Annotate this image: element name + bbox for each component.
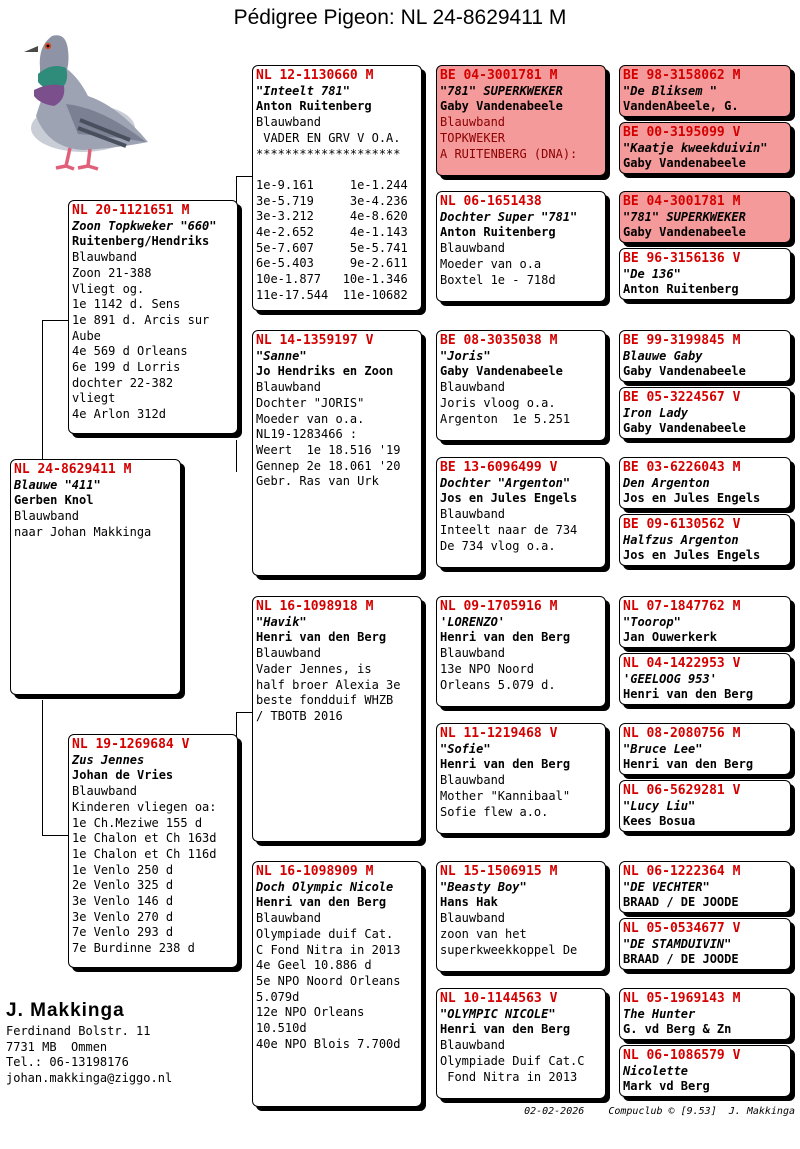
pigeon-color: Blauwband (256, 646, 322, 661)
pigeon-card-ss[interactable] (252, 65, 422, 311)
pigeon-notes: Moeder van o.a Boxtel 1e - 718d (440, 256, 556, 287)
pigeon-color: Blauwband (72, 250, 138, 265)
ring-number: NL 10-1144563 V (440, 991, 558, 1006)
pigeon-card-ssd[interactable] (436, 191, 606, 302)
ring-number: BE 00-3195099 V (623, 125, 741, 140)
ring-number: NL 06-1222364 M (623, 864, 741, 879)
pigeon-owner: Henri van den Berg (440, 757, 571, 772)
pigeon-color: Blauwband (440, 911, 506, 926)
pigeon-name: "Sofie" (440, 741, 491, 756)
pigeon-owner: Jan Ouwerkerk (623, 630, 717, 645)
pigeon-name: Halfzus Argenton (623, 532, 739, 547)
pigeon-card-g5-16[interactable] (619, 1045, 791, 1097)
pigeon-name: "Lucy Liu" (623, 798, 696, 813)
ring-number: NL 06-1651438 (440, 194, 542, 209)
pigeon-owner: Henri van den Berg (440, 630, 571, 645)
pigeon-owner: Jos en Jules Engels (623, 548, 761, 563)
pigeon-owner: BRAAD / DE JOODE (623, 952, 739, 967)
pigeon-name: "DE STAMDUIVIN" (623, 936, 732, 951)
pigeon-notes: Zoon 21-388 Vliegt og. 1e 1142 d. Sens 1e 891 d. Arcis sur Aube 4e 569 d Orleans 6e 199 d Lorris dochter 22-382 vliegt 4e Arlon 312d (72, 265, 210, 422)
pigeon-card-sss[interactable] (436, 65, 606, 176)
ring-number: BE 09-6130562 V (623, 517, 741, 532)
ring-number: NL 16-1098909 M (256, 864, 374, 879)
pigeon-owner: Gaby Vandenabeele (623, 225, 746, 240)
connector-line (42, 320, 71, 321)
pigeon-color: Blauwband (440, 773, 506, 788)
pigeon-notes: Dochter "JORIS" Moeder van o.a. NL19-1283466 : Weert 1e 18.516 '19 Gennep 2e 18.061 '20 Gebr. Ras van Urk (256, 395, 401, 489)
pigeon-name: "781" SUPERKWEKER (440, 83, 563, 98)
pigeon-owner: Jo Hendriks en Zoon (256, 364, 394, 379)
pigeon-name: Dochter "Argenton" (440, 475, 571, 490)
ring-number: BE 03-6226043 M (623, 460, 741, 475)
pigeon-card-dss[interactable] (436, 596, 606, 707)
pigeon-card-g5-15[interactable] (619, 988, 791, 1040)
breeder-info (6, 1000, 172, 1086)
pigeon-name: Zoon Topkweker "660" (72, 218, 217, 233)
pigeon-name: Zus Jennes (72, 752, 145, 767)
breeder-address: Ferdinand Bolstr. 11 7731 MB Ommen Tel.: 06-13198176 johan.makkinga@ziggo.nl (6, 1024, 173, 1085)
pigeon-card-g5-8[interactable] (619, 514, 791, 566)
pigeon-owner: BRAAD / DE JOODE (623, 895, 739, 910)
pigeon-card-g5-3[interactable] (619, 191, 791, 243)
pigeon-owner: Henri van den Berg (623, 757, 754, 772)
pigeon-name: "Kaatje kweekduivin" (623, 140, 768, 155)
pigeon-name: "DE VECHTER" (623, 879, 710, 894)
ring-number: BE 99-3199845 M (623, 333, 741, 348)
pigeon-card-g5-7[interactable] (619, 457, 791, 509)
pigeon-owner: Henri van den Berg (440, 1022, 571, 1037)
footer-credit: 02-02-2026 Compuclub © [9.53] J. Makkinga (524, 1106, 795, 1117)
pigeon-card-g5-12[interactable] (619, 780, 791, 832)
pigeon-notes: Vader Jennes, is half broer Alexia 3e beste fondduif WHZB / TBOTB 2016 (256, 661, 401, 723)
pigeon-name: "Inteelt 781" (256, 83, 350, 98)
pigeon-card-dam[interactable] (68, 734, 238, 968)
ring-number: NL 12-1130660 M (256, 68, 374, 83)
pigeon-notes: naar Johan Makkinga (14, 524, 152, 539)
ring-number: BE 04-3001781 M (623, 194, 741, 209)
ring-number: NL 09-1705916 M (440, 599, 558, 614)
pigeon-name: "Beasty Boy" (440, 879, 527, 894)
pigeon-illustration (8, 16, 153, 176)
pigeon-notes: Olympiade duif Cat. C Fond Nitra in 2013 4e Geel 10.886 d 5e NPO Noord Orleans 5.079d 12e NPO Orleans 10.510d 40e NPO Blois 7.700d (256, 926, 401, 1051)
pigeon-notes: Inteelt naar de 734 De 734 vlog o.a. (440, 522, 578, 553)
ring-number: NL 15-1506915 M (440, 864, 558, 879)
pigeon-owner: Gaby Vandenabeele (440, 364, 563, 379)
pigeon-color: Blauwband (256, 115, 322, 130)
pigeon-card-g5-9[interactable] (619, 596, 791, 648)
pigeon-color: Blauwband (440, 646, 506, 661)
ring-number: NL 05-0534677 V (623, 921, 741, 936)
pigeon-color: Blauwband (440, 507, 506, 522)
pigeon-card-dd[interactable] (252, 861, 422, 1107)
pigeon-card-g5-13[interactable] (619, 861, 791, 913)
pigeon-card-ds[interactable] (252, 596, 422, 842)
pigeon-card-dsd[interactable] (436, 723, 606, 834)
pigeon-name: "Havik" (256, 614, 307, 629)
ring-number: NL 06-1086579 V (623, 1048, 741, 1063)
pigeon-owner: Jos en Jules Engels (623, 491, 761, 506)
pigeon-owner: Henri van den Berg (623, 687, 754, 702)
pigeon-name: Blauwe Gaby (623, 348, 703, 363)
pigeon-owner: Anton Ruitenberg (256, 99, 372, 114)
pigeon-name: Blauwe "411" (14, 477, 101, 492)
pigeon-notes: 13e NPO Noord Orleans 5.079 d. (440, 661, 556, 692)
ring-number: NL 11-1219468 V (440, 726, 558, 741)
pigeon-owner: Gaby Vandenabeele (623, 421, 746, 436)
ring-number: NL 08-2080756 M (623, 726, 741, 741)
pigeon-owner: Mark vd Berg (623, 1079, 710, 1094)
pigeon-name: Dochter Super "781" (440, 209, 578, 224)
pigeon-notes: Mother "Kannibaal" Sofie flew a.o. (440, 788, 571, 819)
pigeon-card-g5-2[interactable] (619, 122, 791, 174)
pigeon-color: Blauwband (440, 380, 506, 395)
breeder-name: J. Makkinga (6, 1000, 125, 1021)
pigeon-notes: Joris vloog o.a. Argenton 1e 5.251 (440, 395, 571, 426)
pigeon-owner: VandenAbeele, G. (623, 99, 739, 114)
pigeon-card-g5-4[interactable] (619, 248, 791, 300)
pigeon-card-g5-5[interactable] (619, 330, 791, 382)
pigeon-color: Blauwband (440, 115, 506, 130)
pigeon-card-sdd[interactable] (436, 457, 606, 568)
ring-number: BE 08-3035038 M (440, 333, 558, 348)
pigeon-owner: Ruitenberg/Hendriks (72, 234, 210, 249)
pigeon-name: "OLYMPIC NICOLE" (440, 1006, 556, 1021)
connector-line (42, 320, 43, 460)
connector-line (236, 440, 237, 472)
pigeon-card-g5-6[interactable] (619, 387, 791, 439)
page-title: Pédigree Pigeon: NL 24-8629411 M (233, 6, 567, 29)
ring-number: NL 14-1359197 V (256, 333, 374, 348)
pigeon-owner: Kees Bosua (623, 814, 696, 829)
pigeon-owner: Hans Hak (440, 895, 498, 910)
ring-number: NL 16-1098918 M (256, 599, 374, 614)
pigeon-owner: Henri van den Berg (256, 895, 387, 910)
connector-line (42, 700, 43, 835)
pigeon-owner: Gaby Vandenabeele (623, 364, 746, 379)
pigeon-card-g5-10[interactable] (619, 653, 791, 705)
ring-number: NL 20-1121651 M (72, 203, 190, 218)
pigeon-name: "Sanne" (256, 348, 307, 363)
pigeon-name: "Bruce Lee" (623, 741, 703, 756)
ring-number: NL 06-5629281 V (623, 783, 741, 798)
pigeon-owner: Anton Ruitenberg (440, 225, 556, 240)
pigeon-notes: VADER EN GRV V O.A. ******************** 1e-9.161 1e-1.244 3e-5.719 3e-4.236 3e-3.212 4e-8.620 4e-2.652 4e-1.143 5e-7.607 5e-5.741 6e-5.403 9e-2.611 10e-1.877 10e-1.346 11e-17.544 11e-10682 (256, 130, 408, 302)
ring-number: NL 19-1269684 V (72, 737, 190, 752)
pigeon-card-g5-11[interactable] (619, 723, 791, 775)
pigeon-name: Iron Lady (623, 405, 689, 420)
pigeon-card-g5-1[interactable] (619, 65, 791, 117)
pigeon-name: 'GEELOOG 953' (623, 671, 717, 686)
pigeon-card-sds[interactable] (436, 330, 606, 441)
ring-number: NL 07-1847762 M (623, 599, 741, 614)
pigeon-name: Doch Olympic Nicole (256, 879, 394, 894)
pigeon-name: "Joris" (440, 348, 491, 363)
pigeon-color: Blauwband (440, 1038, 506, 1053)
pigeon-color: Blauwband (14, 509, 80, 524)
pigeon-notes: zoon van het superkweekkoppel De (440, 926, 578, 957)
pigeon-name: 'LORENZO' (440, 614, 506, 629)
pigeon-card-ddd[interactable] (436, 988, 606, 1099)
pigeon-owner: Anton Ruitenberg (623, 282, 739, 297)
ring-number: BE 96-3156136 V (623, 251, 741, 266)
pigeon-card-sire[interactable] (68, 200, 238, 434)
pigeon-color: Blauwband (440, 241, 506, 256)
pigeon-card-g5-14[interactable] (619, 918, 791, 970)
pigeon-name: "De 136" (623, 266, 681, 281)
pigeon-notes: Kinderen vliegen oa: 1e Ch.Meziwe 155 d 1e Chalon et Ch 163d 1e Chalon et Ch 116d 1e Venlo 250 d 2e Venlo 325 d 3e Venlo 146 d 3e Venlo 270 d 7e Venlo 293 d 7e Burdinne 238 d (72, 799, 217, 956)
pigeon-owner: Henri van den Berg (256, 630, 387, 645)
pigeon-name: Den Argenton (623, 475, 710, 490)
pigeon-notes: Olympiade Duif Cat.C Fond Nitra in 2013 (440, 1053, 585, 1084)
pigeon-name: "781" SUPERKWEKER (623, 209, 746, 224)
ring-number: BE 98-3158062 M (623, 68, 741, 83)
pigeon-owner: Gaby Vandenabeele (623, 156, 746, 171)
pigeon-owner: Johan de Vries (72, 768, 174, 783)
ring-number: NL 04-1422953 V (623, 656, 741, 671)
pigeon-color: Blauwband (72, 784, 138, 799)
ring-number: NL 05-1969143 M (623, 991, 741, 1006)
pigeon-owner: G. vd Berg & Zn (623, 1022, 732, 1037)
pigeon-name: "Toorop" (623, 614, 681, 629)
pigeon-card-sd[interactable] (252, 330, 422, 576)
ring-number: NL 24-8629411 M (14, 462, 132, 477)
pigeon-color: Blauwband (256, 380, 322, 395)
connector-line (42, 835, 71, 836)
pigeon-name: Nicolette (623, 1063, 689, 1078)
pigeon-owner: Gaby Vandenabeele (440, 99, 563, 114)
pigeon-owner: Jos en Jules Engels (440, 491, 578, 506)
pigeon-name: The Hunter (623, 1006, 696, 1021)
pigeon-color: Blauwband (256, 911, 322, 926)
pigeon-owner: Gerben Knol (14, 493, 94, 508)
ring-number: BE 13-6096499 V (440, 460, 558, 475)
pigeon-card-subject[interactable] (10, 459, 181, 695)
pigeon-name: "De Bliksem " (623, 83, 717, 98)
ring-number: BE 05-3224567 V (623, 390, 741, 405)
pigeon-notes: TOPKWEKER A RUITENBERG (DNA): (440, 130, 578, 161)
pigeon-card-dds[interactable] (436, 861, 606, 972)
ring-number: BE 04-3001781 M (440, 68, 558, 83)
